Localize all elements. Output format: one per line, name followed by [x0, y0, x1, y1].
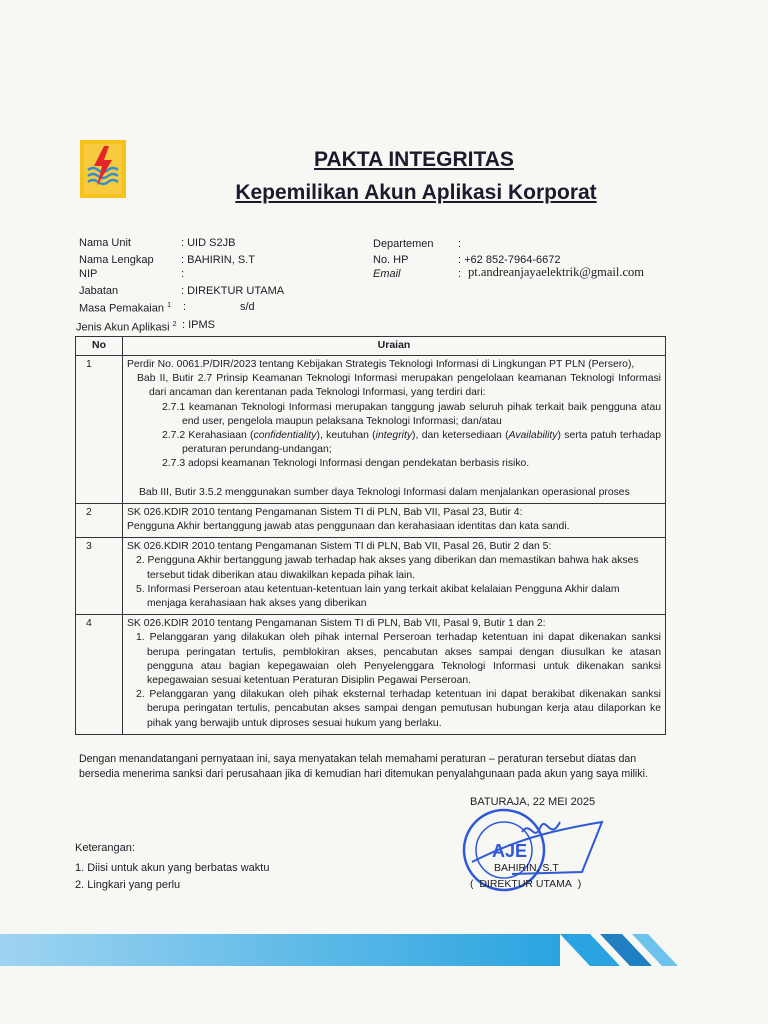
row-line: SK 026.KDIR 2010 tentang Pengamanan Sistem TI di PLN, Bab VII, Pasal 9, Butir 1 dan 2:	[127, 618, 546, 630]
row-line: 5. Informasi Perseroan atau ketentuan-ketentuan lain yang terkait akibat kelalaian Pengguna Akhir dalam menjaga kerahasiaan hak akses yang diberikan	[136, 583, 620, 610]
paren-open: (	[470, 878, 474, 890]
notes-heading: Keterangan:	[75, 842, 135, 854]
row-number: 4	[76, 615, 123, 735]
department-value: :	[458, 238, 462, 250]
text-fragment: ) serta patuh terhadap peraturan perundang-undangan;	[182, 430, 661, 456]
email-label: Email	[373, 268, 401, 280]
account-type-value: : IPMS	[182, 319, 216, 331]
nip-value: :	[181, 268, 185, 280]
row-line: 2. Pengguna Akhir bertanggung jawab terhadap hak akses yang diberikan dan memastikan bahwa hak akses tersebut tidak diberikan atau diwakilkan kepada pihak lain.	[136, 555, 639, 581]
document-subtitle: Kepemilikan Akun Aplikasi Korporat	[235, 181, 597, 204]
paren-close: )	[577, 878, 582, 890]
column-header-description: Uraian	[123, 337, 666, 356]
account-type-label	[76, 318, 177, 335]
phone-label: No. HP	[373, 254, 409, 266]
statement-paragraph: Dengan menandatangani pernyataan ini, saya menyatakan telah memahami peraturan – peraturan tersebut diatas dan bersedia menerima sanksi dari perusahaan jika di kemudian hari ditemukan penyalahgunaan pada akun yang saya miliki.	[79, 753, 648, 780]
email-colon: :	[458, 268, 462, 280]
period-label	[79, 299, 171, 316]
account-type-label-text: Jenis Akun Aplikasi	[76, 321, 170, 334]
note-item: 2. Lingkari yang perlu	[75, 879, 181, 891]
phone-value: : +62 852-7964-6672	[458, 254, 561, 266]
row-description	[123, 615, 666, 735]
row-line: Perdir No. 0061.P/DIR/2023 tentang Kebijakan Strategis Teknologi Informasi di Lingkungan PT PLN (Persero),	[127, 359, 635, 370]
italic-term: Availability	[508, 430, 558, 442]
row-description	[123, 538, 666, 615]
signing-place-date: BATURAJA, 22 MEI 2025	[470, 796, 596, 808]
italic-term: integrity	[375, 430, 413, 442]
table-row	[76, 356, 666, 504]
footer-band-decoration	[0, 930, 768, 970]
column-header-no: No	[76, 337, 123, 356]
signatory-name: BAHIRIN, S.T	[494, 862, 559, 874]
unit-value: : UID S2JB	[181, 237, 236, 249]
spacer	[127, 472, 661, 486]
period-colon: :	[183, 301, 187, 313]
department-label: Departemen	[373, 238, 434, 250]
row-number: 3	[76, 538, 123, 615]
unit-label: Nama Unit	[79, 237, 131, 249]
row-line: SK 026.KDIR 2010 tentang Pengamanan Sistem TI di PLN, Bab VII, Pasal 23, Butir 4:	[127, 506, 523, 518]
row-line-mixed	[127, 429, 661, 457]
row-line: Pengguna Akhir bertanggung jawab atas penggunaan dan kerahasiaan identitas dan kata sandi.	[127, 521, 570, 533]
document-title: PAKTA INTEGRITAS	[314, 148, 514, 171]
row-line: SK 026.KDIR 2010 tentang Pengamanan Sistem TI di PLN, Bab VII, Pasal 26, Butir 2 dan 5:	[127, 541, 552, 553]
italic-term: confidentiality	[253, 430, 317, 442]
table-row	[76, 503, 666, 537]
row-line: 2. Pelanggaran yang dilakukan oleh pihak eksternal terhadap ketentuan ini dapat berakibat dikenakan sanksi berupa peringatan tertulis, pencabutan akses sampai dengan pemutusan hubungan kerja atau dilaporkan ke pihak yang berwajib untuk diproses sesuai hukum yang berlaku.	[136, 689, 661, 729]
text-fragment: 2.7.2 Kerahasiaan (	[162, 430, 254, 442]
position-value: : DIREKTUR UTAMA	[181, 285, 285, 297]
position-label: Jabatan	[79, 285, 119, 297]
row-line: Bab II, Butir 2.7 Prinsip Keamanan Teknologi Informasi merupakan pengelolaan keamanan Teknologi Informasi dari ancaman dan kerentanan pada Teknologi Informasi, yang terdiri dari:	[137, 373, 661, 399]
row-number: 1	[76, 356, 123, 504]
row-line: 2.7.3 adopsi keamanan Teknologi Informasi dengan pendekatan berbasis risiko.	[162, 458, 530, 470]
row-line: 2.7.1 keamanan Teknologi Informasi merupakan tanggung jawab seluruh pihak terkait baik pengguna atau end user, pengelola maupun pelaksana Teknologi Informasi; dan/atau	[162, 401, 661, 427]
table-row	[76, 615, 666, 735]
row-description	[123, 356, 666, 504]
email-value: pt.andreanjayaelektrik@gmail.com	[468, 265, 645, 279]
table-row	[76, 538, 666, 615]
row-number: 2	[76, 503, 123, 537]
name-value: : BAHIRIN, S.T	[181, 254, 255, 266]
name-label: Nama Lengkap	[79, 254, 154, 266]
signatory-position-text: DIREKTUR UTAMA	[479, 878, 572, 890]
signatory-position	[470, 878, 581, 890]
text-fragment: ), dan ketersediaan (	[412, 430, 509, 442]
row-line: Bab III, Butir 3.5.2 menggunakan sumber daya Teknologi Informasi dalam menjalankan operasional proses	[139, 486, 630, 498]
note-item: 1. Diisi untuk akun yang berbatas waktu	[75, 862, 270, 874]
svg-text:AJE: AJE	[492, 841, 528, 861]
nip-label: NIP	[79, 268, 98, 280]
table-header-row	[76, 337, 666, 356]
row-line: 1. Pelanggaran yang dilakukan oleh pihak internal Perseroan terhadap ketentuan ini dapat dikenakan sanksi berupa peringatan tertulis, pemblokiran akses, pencabutan akses sampai dengan diusulkan ke atasan pengguna atau bagian kepegawaian oleh Penyelenggara Teknologi Informasi untuk dikenakan sanksi kepegawaian sesuai ketentuan Peraturan Disiplin Pegawai Perseroan.	[136, 632, 661, 687]
account-footnote-mark: 2	[172, 321, 177, 328]
row-description	[123, 503, 666, 537]
regulation-table	[75, 336, 666, 735]
text-fragment: ), keutuhan (	[316, 430, 376, 442]
period-label-text: Masa Pemakaian	[79, 302, 164, 315]
period-value: s/d	[240, 301, 255, 313]
period-footnote-mark: 1	[167, 302, 171, 309]
